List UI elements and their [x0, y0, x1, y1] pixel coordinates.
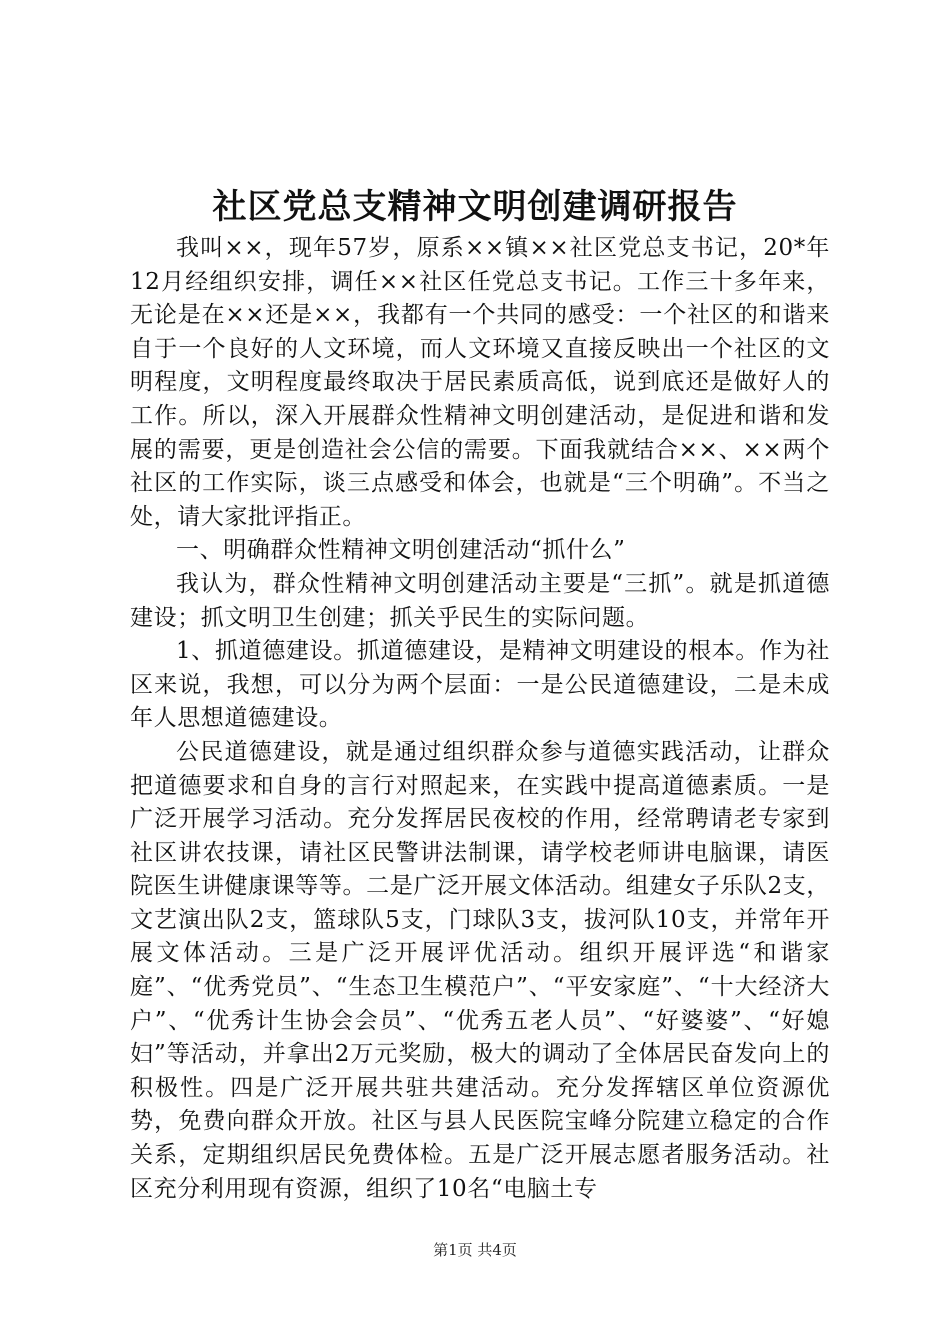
paragraph: 公民道德建设，就是通过组织群众参与道德实践活动，让群众把道德要求和自身的言行对照起来，在实践中提高道德素质。一是广泛开展学习活动。充分发挥居民夜校的作用，经常聘请老专家到社区讲农技课，请社区民警讲法制课，请学校老师讲电脑课，请医院医生讲健康课等等。二是广泛开展文体活动。组建女子乐队2支，文艺演出队2支，篮球队5支，门球队3支，拔河队10支，并常年开展文体活动。三是广泛开展评优活动。组织开展评选“和谐家庭”、“优秀党员”、“生态卫生模范户”、“平安家庭”、“十大经济大户”、“优秀计生协会会员”、“优秀五老人员”、“好婆婆”、“好媳妇”等活动，并拿出2万元奖励，极大的调动了全体居民奋发向上的积极性。四是广泛开展共驻共建活动。充分发挥辖区单位资源优势，免费向群众开放。社区与县人民医院宝峰分院建立稳定的合作关系，定期组织居民免费体检。五是广泛开展志愿者服务活动。社区充分利用现有资源，组织了10名“电脑土专 — [130, 738, 830, 1202]
document-title: 社区党总支精神文明创建调研报告 — [212, 187, 738, 227]
paragraph-intro: 我叫××，现年57岁，原系××镇××社区党总支书记，20*年12月经组织安排，调任××社区任党总支书记。工作三十多年来，无论是在××还是××，我都有一个共同的感受：一个社区的和谐来自于一个良好的人文环境，而人文环境又直接反映出一个社区的文明程度，文明程度最终取决于居民素质高低，说到底还是做好人的工作。所以，深入开展群众性精神文明创建活动，是促进和谐和发展的需要，更是创造社会公信的需要。下面我就结合××、××两个社区的工作实际，谈三点感受和体会，也就是“三个明确”。不当之处，请大家批评指正。 — [130, 235, 830, 530]
paragraph: 我认为，群众性精神文明创建活动主要是“三抓”。就是抓道德建设；抓文明卫生创建；抓关乎民生的实际问题。 — [130, 570, 830, 631]
paragraph: 1、抓道德建设。抓道德建设，是精神文明建设的根本。作为社区来说，我想，可以分为两个层面：一是公民道德建设，二是未成年人思想道德建设。 — [130, 638, 830, 732]
document-body — [130, 232, 830, 1206]
page-number-footer: 第1页 共4页 — [433, 1241, 517, 1259]
section-heading: 一、明确群众性精神文明创建活动“抓什么” — [176, 537, 626, 564]
